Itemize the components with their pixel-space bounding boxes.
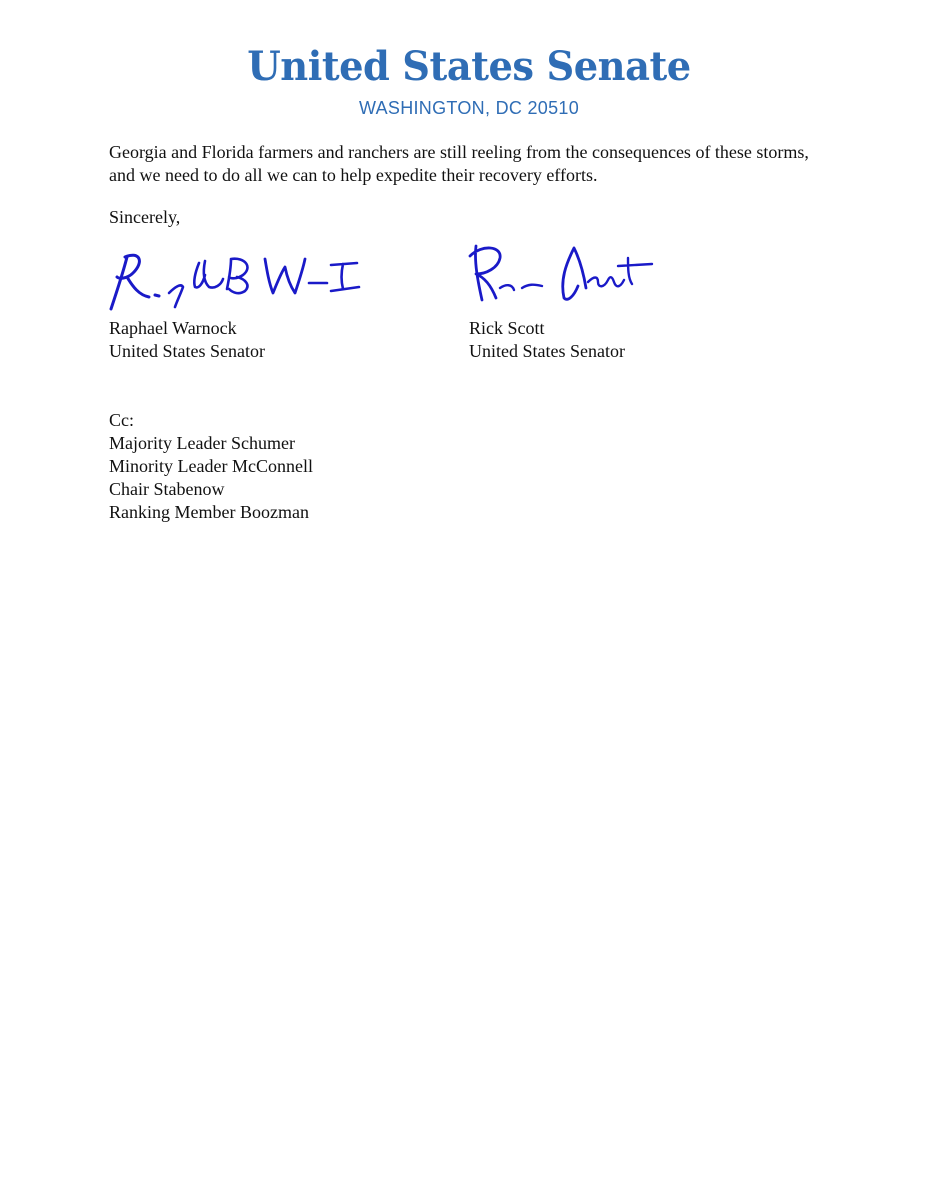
signer-block-scott <box>469 317 625 363</box>
signer-block-warnock <box>109 317 265 363</box>
cc-recipient: Chair Stabenow <box>109 479 225 499</box>
paragraph-line: Georgia and Florida farmers and ranchers are still reeling from the consequences of these storms, <box>109 142 809 162</box>
letterhead-address: WASHINGTON, DC 20510 <box>358 98 580 118</box>
signer-title: United States Senator <box>469 341 625 361</box>
paragraph-line: and we need to do all we can to help expedite their recovery efforts. <box>109 165 598 185</box>
closing: Sincerely, <box>109 207 181 227</box>
letterhead <box>0 40 930 119</box>
cc-recipient: Majority Leader Schumer <box>109 433 295 453</box>
cc-block <box>109 409 313 524</box>
scott-signature <box>462 236 662 310</box>
letterhead-title: United States Senate <box>247 43 691 90</box>
signer-title: United States Senator <box>109 341 265 361</box>
letter-paragraph <box>109 141 849 187</box>
cc-recipient: Minority Leader McConnell <box>109 456 313 476</box>
cc-label: Cc: <box>109 410 134 430</box>
warnock-signature <box>105 245 365 315</box>
cc-recipient: Ranking Member Boozman <box>109 502 309 522</box>
signer-name: Rick Scott <box>469 318 545 338</box>
signer-name: Raphael Warnock <box>109 318 237 338</box>
